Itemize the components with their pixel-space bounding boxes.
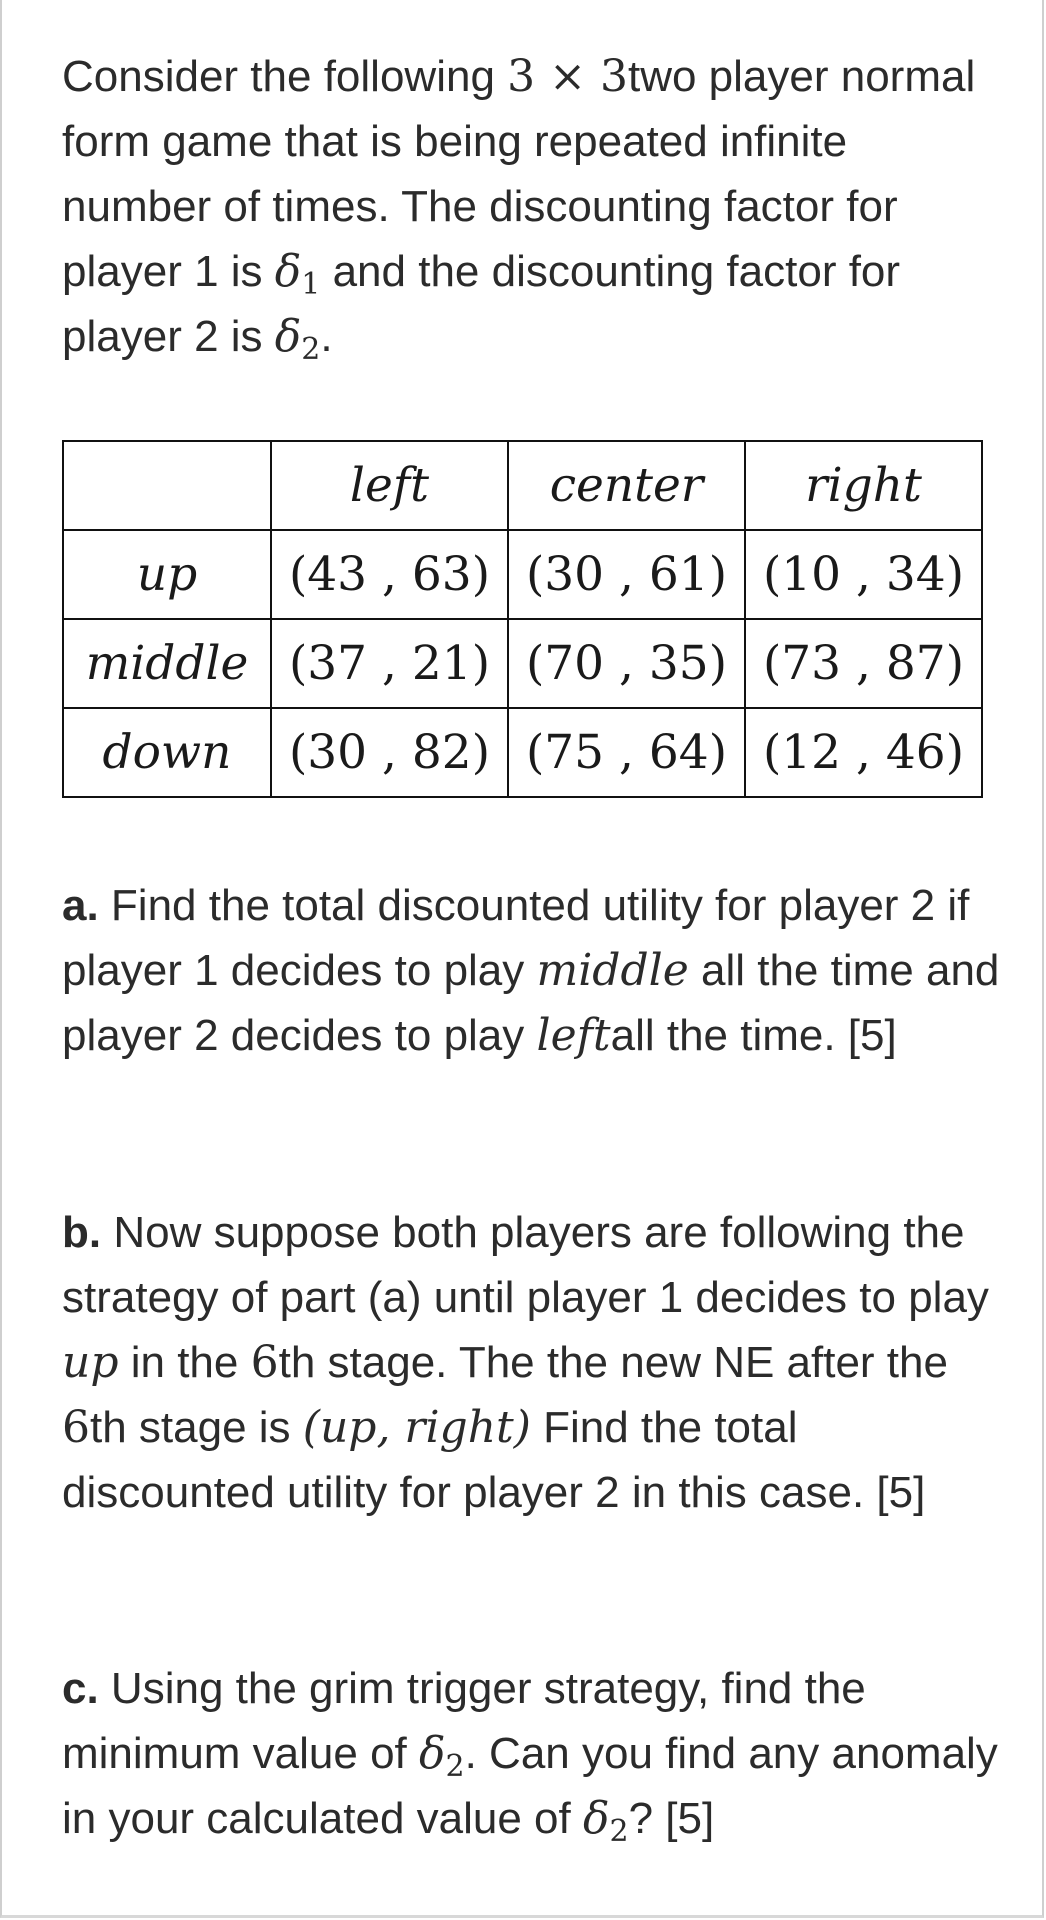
column-header: center: [508, 441, 745, 530]
payoff-cell: (30 , 82): [271, 708, 508, 797]
table-row: [63, 530, 982, 619]
subscript: 1: [301, 267, 321, 302]
subscript: 2: [301, 332, 321, 367]
math-term: up: [62, 1337, 119, 1388]
question-text: all the time and player 2 decides to play: [62, 946, 1000, 1060]
intro-paragraph: [62, 44, 1002, 369]
part-label: c.: [62, 1664, 99, 1713]
row-header: down: [63, 708, 271, 797]
question-text: Now suppose both players are following the strategy of part (a) until player 1 decides to play: [62, 1208, 989, 1322]
question-part-c: [62, 1656, 1002, 1851]
delta-symbol: δ: [274, 246, 302, 297]
subscript: 2: [445, 1749, 465, 1784]
question-text: in the: [118, 1338, 251, 1387]
question-text: Find the total discounted utility for player 2 if player 1 decides to play: [62, 881, 970, 995]
question-part-a: [62, 873, 1002, 1068]
column-header: left: [271, 441, 508, 530]
question-text: th stage. The the new NE after the: [278, 1338, 948, 1387]
math-term: (up, right): [302, 1402, 531, 1453]
intro-text: and the discounting factor for player 2 is: [62, 247, 901, 361]
payoff-cell: (43 , 63): [271, 530, 508, 619]
intro-text: Consider the following: [62, 52, 508, 101]
payoff-cell: (10 , 34): [745, 530, 982, 619]
table-row: [63, 708, 982, 797]
subscript: 2: [609, 1814, 629, 1849]
payoff-cell: (12 , 46): [745, 708, 982, 797]
delta-symbol: δ: [582, 1793, 610, 1844]
math-term: 6: [250, 1337, 279, 1388]
question-part-b: [62, 1200, 1002, 1525]
payoff-cell: (37 , 21): [271, 619, 508, 708]
row-header: middle: [63, 619, 271, 708]
question-text: Using the grim trigger strategy, find the minimum value of: [62, 1664, 866, 1778]
payoff-cell: (73 , 87): [745, 619, 982, 708]
question-text: all the time. [5]: [610, 1011, 897, 1060]
intro-text: .: [320, 312, 333, 361]
question-text: ? [5]: [628, 1794, 715, 1843]
part-label: a.: [62, 881, 99, 930]
question-text: . Can you find any anomaly in your calculated value of: [62, 1729, 998, 1843]
math-term: 6: [62, 1402, 90, 1453]
part-label: b.: [62, 1208, 102, 1257]
question-text: Find the total discounted utility for player 2 in this case. [5]: [62, 1403, 926, 1517]
payoff-matrix: [62, 440, 983, 798]
question-text: th stage is: [90, 1403, 303, 1452]
math-term: left: [536, 1010, 611, 1061]
row-header: up: [63, 530, 271, 619]
table-row: [63, 619, 982, 708]
payoff-cell: (30 , 61): [508, 530, 745, 619]
payoff-cell: (75 , 64): [508, 708, 745, 797]
delta-symbol: δ: [274, 311, 302, 362]
delta-symbol: δ: [419, 1728, 446, 1779]
intro-text: two player normal form game that is being repeated infinite number of times. The discounting factor for player 1 is: [62, 52, 976, 296]
math-term: middle: [536, 945, 689, 996]
column-header: right: [745, 441, 982, 530]
table-header-row: [63, 441, 982, 530]
empty-corner-cell: [63, 441, 271, 530]
payoff-cell: (70 , 35): [508, 619, 745, 708]
matrix-dimension: 3 × 3: [507, 51, 628, 102]
